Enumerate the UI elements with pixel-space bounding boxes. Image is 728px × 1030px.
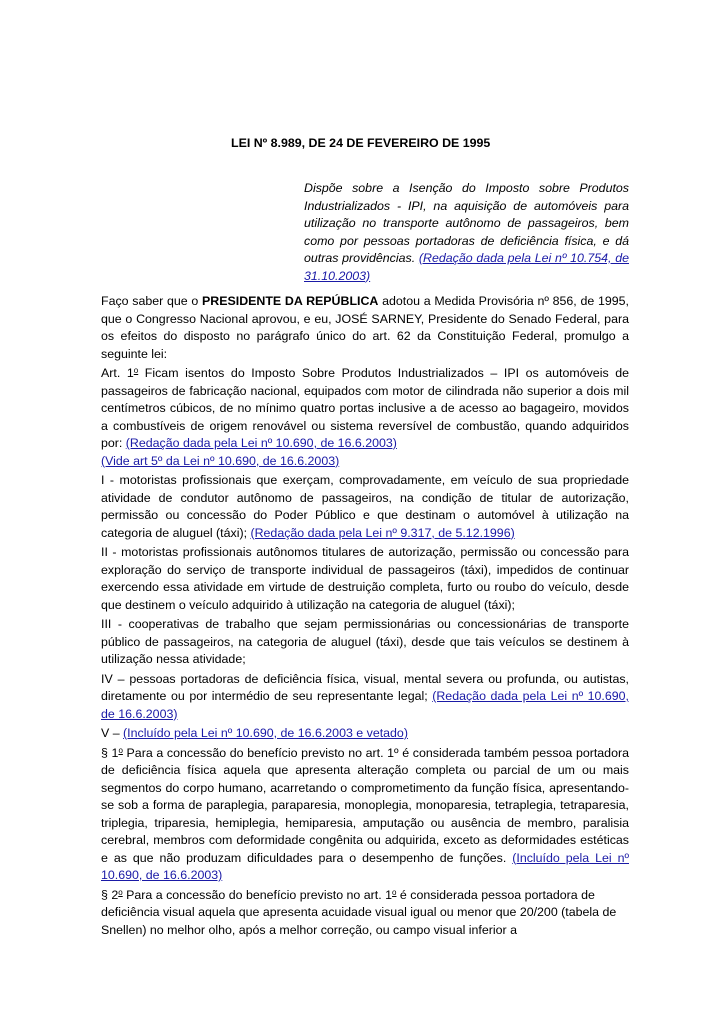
paragraph-1-link[interactable]: (Incluído pela Lei nº 10.690, de 16.6.2003) — [101, 850, 629, 882]
paragraph-2-sup-2: o — [392, 887, 397, 897]
paragraph-1-label: § 1 — [101, 745, 119, 760]
inciso-1 — [101, 472, 629, 542]
inciso-2 — [101, 544, 629, 614]
preamble-text-2: adotou a Medida Provisória nº 856, de 1995, que o Congresso Nacional aprovou, e eu, JOSÉ SARNEY, Presidente do Senado Federal, para os efeitos do disposto no parágrafo único do art. 62 da Constituição Federal, promulgo a seguinte lei: — [101, 294, 629, 361]
paragraph-1-sup: o — [118, 745, 123, 755]
inciso-3 — [101, 616, 629, 669]
inciso-3-text: III - cooperativas de trabalho que sejam permissionárias ou concessionárias de transporte público de passageiros, na categoria de aluguel (táxi), desde que tais veículos se destinem à utilização nessa atividade; — [101, 617, 629, 666]
paragraph-1 — [101, 745, 629, 885]
article-1-label: Art. 1 — [101, 366, 134, 380]
paragraph-1-text: Para a concessão do benefício previsto no art. 1º é considerada também pessoa portadora de deficiência física aquela que apresenta alteração completa ou parcial de um ou mais segmentos do corpo humano, acarretando o comprometimento da função física, apresentando-se sob a forma de paraplegia, paraparesia, monoplegia, monoparesia, tetraplegia, tetraparesia, triplegia, triparesia, hemiplegia, hemiparesia, amputação ou ausência de membro, paralisia cerebral, membros com deformidade congênita ou adquirida, exceto as deformidades estéticas e as que não produzam dificuldades para o desempenho de funções. — [101, 745, 629, 865]
preamble-bold: PRESIDENTE DA REPÚBLICA — [202, 294, 379, 308]
inciso-4-link[interactable]: (Redação dada pela Lei nº 10.690, de 16.6.2003) — [101, 689, 629, 721]
inciso-2-text: II - motoristas profissionais autônomos titulares de autorização, permissão ou concessão para exploração do serviço de transporte individual de passageiros (táxi), impedidos de continuar exercendo essa atividade em virtude de destruição completa, furto ou roubo do veículo, desde que destinem o veículo adquirido à utilização na categoria de aluguel (táxi); — [101, 545, 629, 612]
preamble — [101, 293, 629, 363]
paragraph-2 — [101, 887, 629, 940]
summary-text: Dispõe sobre a Isenção do Imposto sobre Produtos Industrializados - IPI, na aquisição de automóveis para utilização no transporte autônomo de passageiros, bem como por pessoas portadoras de deficiência física, e dá outras providências. — [304, 181, 629, 265]
paragraph-2-text-2: é considerada pessoa portadora de deficiência visual aquela que apresenta acuidade visual igual ou menor que 20/200 (tabela de Snellen) no melhor olho, após a melhor correção, ou campo visual inferior a — [101, 887, 617, 937]
article-1 — [101, 365, 629, 470]
article-1-sup: o — [133, 366, 139, 375]
preamble-text: Faço saber que o — [101, 294, 203, 308]
paragraph-2-label: § 2 — [101, 887, 119, 902]
law-title: LEI Nº 8.989, DE 24 DE FEVEREIRO DE 1995 — [231, 136, 491, 150]
article-1-text: Ficam isentos do Imposto Sobre Produtos Industrializados – IPI os automóveis de passageiros de fabricação nacional, equipados com motor de cilindrada não superior a dois mil centímetros cúbicos, de no mínimo quatro portas inclusive a de acesso ao bagageiro, movidos a combustíveis de origem renovável ou sistema reversível de combustão, quando adquiridos por: — [101, 366, 629, 450]
law-summary — [304, 180, 629, 285]
inciso-4-text: IV – pessoas portadoras de deficiência física, visual, mental severa ou profunda, ou autistas, diretamente ou por intermédio de seu representante legal; — [101, 671, 629, 703]
article-1-vide-link[interactable]: (Vide art 5º da Lei nº 10.690, de 16.6.2003) — [101, 453, 340, 468]
inciso-5 — [101, 725, 629, 743]
inciso-5-text: V – — [101, 726, 124, 740]
summary-amendment-link[interactable]: (Redação dada pela Lei nº 10.754, de 31.10.2003) — [304, 251, 629, 283]
inciso-1-link[interactable]: (Redação dada pela Lei nº 9.317, de 5.12.1996) — [250, 525, 515, 540]
law-body — [101, 293, 629, 941]
paragraph-2-sup: o — [118, 887, 123, 897]
inciso-5-link[interactable]: (Incluído pela Lei nº 10.690, de 16.6.2003 e vetado) — [123, 726, 408, 740]
inciso-4 — [101, 671, 629, 724]
paragraph-2-text: Para a concessão do benefício previsto no art. 1 — [122, 887, 393, 902]
article-1-amendment-link[interactable]: (Redação dada pela Lei nº 10.690, de 16.6.2003) — [125, 436, 397, 450]
inciso-1-text: I - motoristas profissionais que exerçam, comprovadamente, em veículo de sua propriedade atividade de condutor autônomo de passageiros, na condição de titular de autorização, permissão ou concessão do Poder Público e que destinam o automóvel à utilização na categoria de aluguel (táxi); — [101, 473, 629, 540]
